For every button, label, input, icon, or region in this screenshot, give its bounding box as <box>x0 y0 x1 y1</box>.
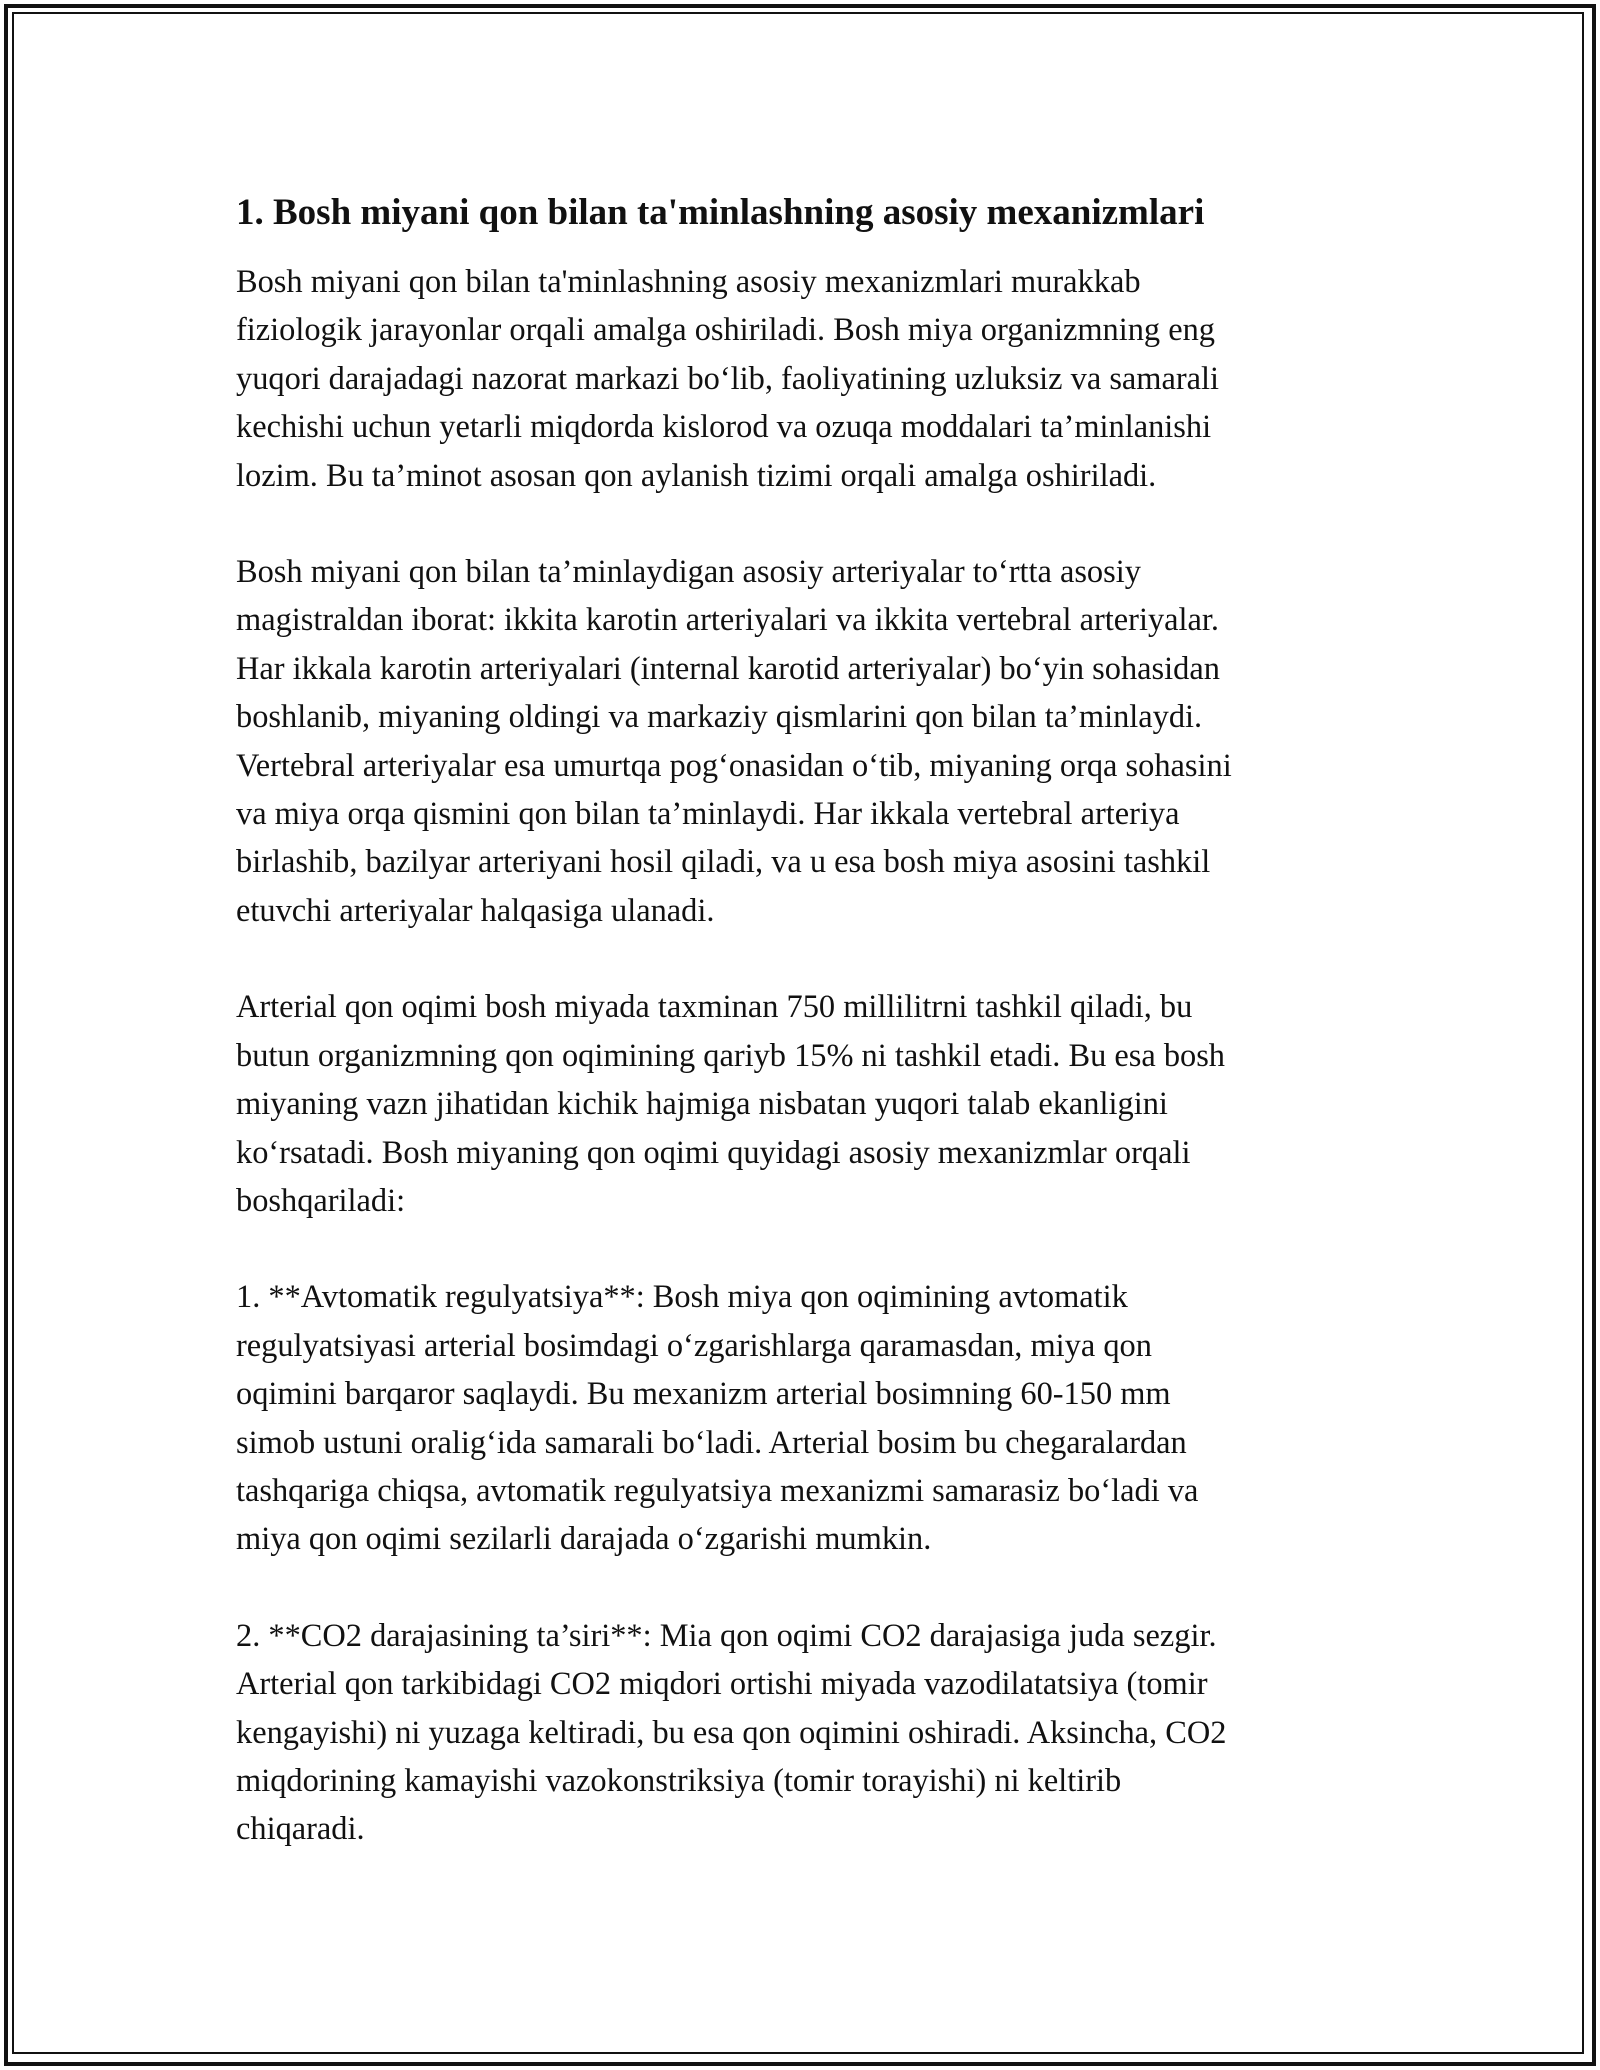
section-heading: 1. Bosh miyani qon bilan ta'minlashning asosiy mexanizmlari <box>236 192 1205 233</box>
paragraph-autoregulation: 1. **Avtomatik regulyatsiya**: Bosh miya qon oqimining avtomatik regulyatsiyasi arterial bosimdagi o‘zgarishlarga qaramasdan, miya qon oqimini barqaror saqlaydi. Bu mexanizm arterial bosimning 60-150 mm simob ustuni oralig‘ida samarali bo‘ladi. Arterial bosim bu chegaralardan tashqariga chiqsa, avtomatik regulyatsiya mexanizmi samarasiz bo‘ladi va miya qon oqimi sezilarli darajada o‘zgarishi mumkin. <box>236 1279 1199 1558</box>
paragraph-blood-flow: Arterial qon oqimi bosh miyada taxminan 750 millilitrni tashkil qiladi, bu butun organizmning qon oqimining qariyb 15% ni tashkil etadi. Bu esa bosh miyaning vazn jihatidan kichik hajmiga nisbatan yuqori talab ekanligini ko‘rsatadi. Bosh miyaning qon oqimi quyidagi asosiy mexanizmlar orqali boshqariladi: <box>236 989 1226 1219</box>
paragraph-intro: Bosh miyani qon bilan ta'minlashning asosiy mexanizmlari murakkab fiziologik jarayonlar orqali amalga oshiriladi. Bosh miya organizmning eng yuqori darajadagi nazorat markazi bo‘lib, faoliyatining uzluksiz va samarali kechishi uchun yetarli miqdorda kislorod va ozuqa moddalari ta’minlanishi lozim. Bu ta’minot asosan qon aylanish tizimi orqali amalga oshiriladi. <box>236 264 1220 494</box>
paragraph-arteries: Bosh miyani qon bilan ta’minlaydigan asosiy arteriyalar to‘rtta asosiy magistraldan iborat: ikkita karotin arteriyalari va ikkita vertebral arteriyalar. Har ikkala karotin arteriyalari (internal karotid arteriyalar) bo‘yin sohasidan boshlanib, miyaning oldingi va markaziy qismlarini qon bilan ta’minlaydi. Vertebral arteriyalar esa umurtqa pog‘onasidan o‘tib, miyaning orqa sohasini va miya orqa qismini qon bilan ta’minlaydi. Har ikkala vertebral arteriya birlashib, bazilyar arteriyani hosil qiladi, va u esa bosh miya asosini tashkil etuvchi arteriyalar halqasiga ulanadi. <box>236 554 1232 929</box>
document-body <box>236 190 1376 1902</box>
paragraph-co2-effect: 2. **CO2 darajasining ta’siri**: Mia qon oqimi CO2 darajasiga juda sezgir. Arterial qon tarkibidagi CO2 miqdori ortishi miyada vazodilatatsiya (tomir kengayishi) ni yuzaga keltiradi, bu esa qon oqimini oshiradi. Aksincha, CO2 miqdorining kamayishi vazokonstriksiya (tomir torayishi) ni keltirib chiqaradi. <box>236 1617 1227 1848</box>
